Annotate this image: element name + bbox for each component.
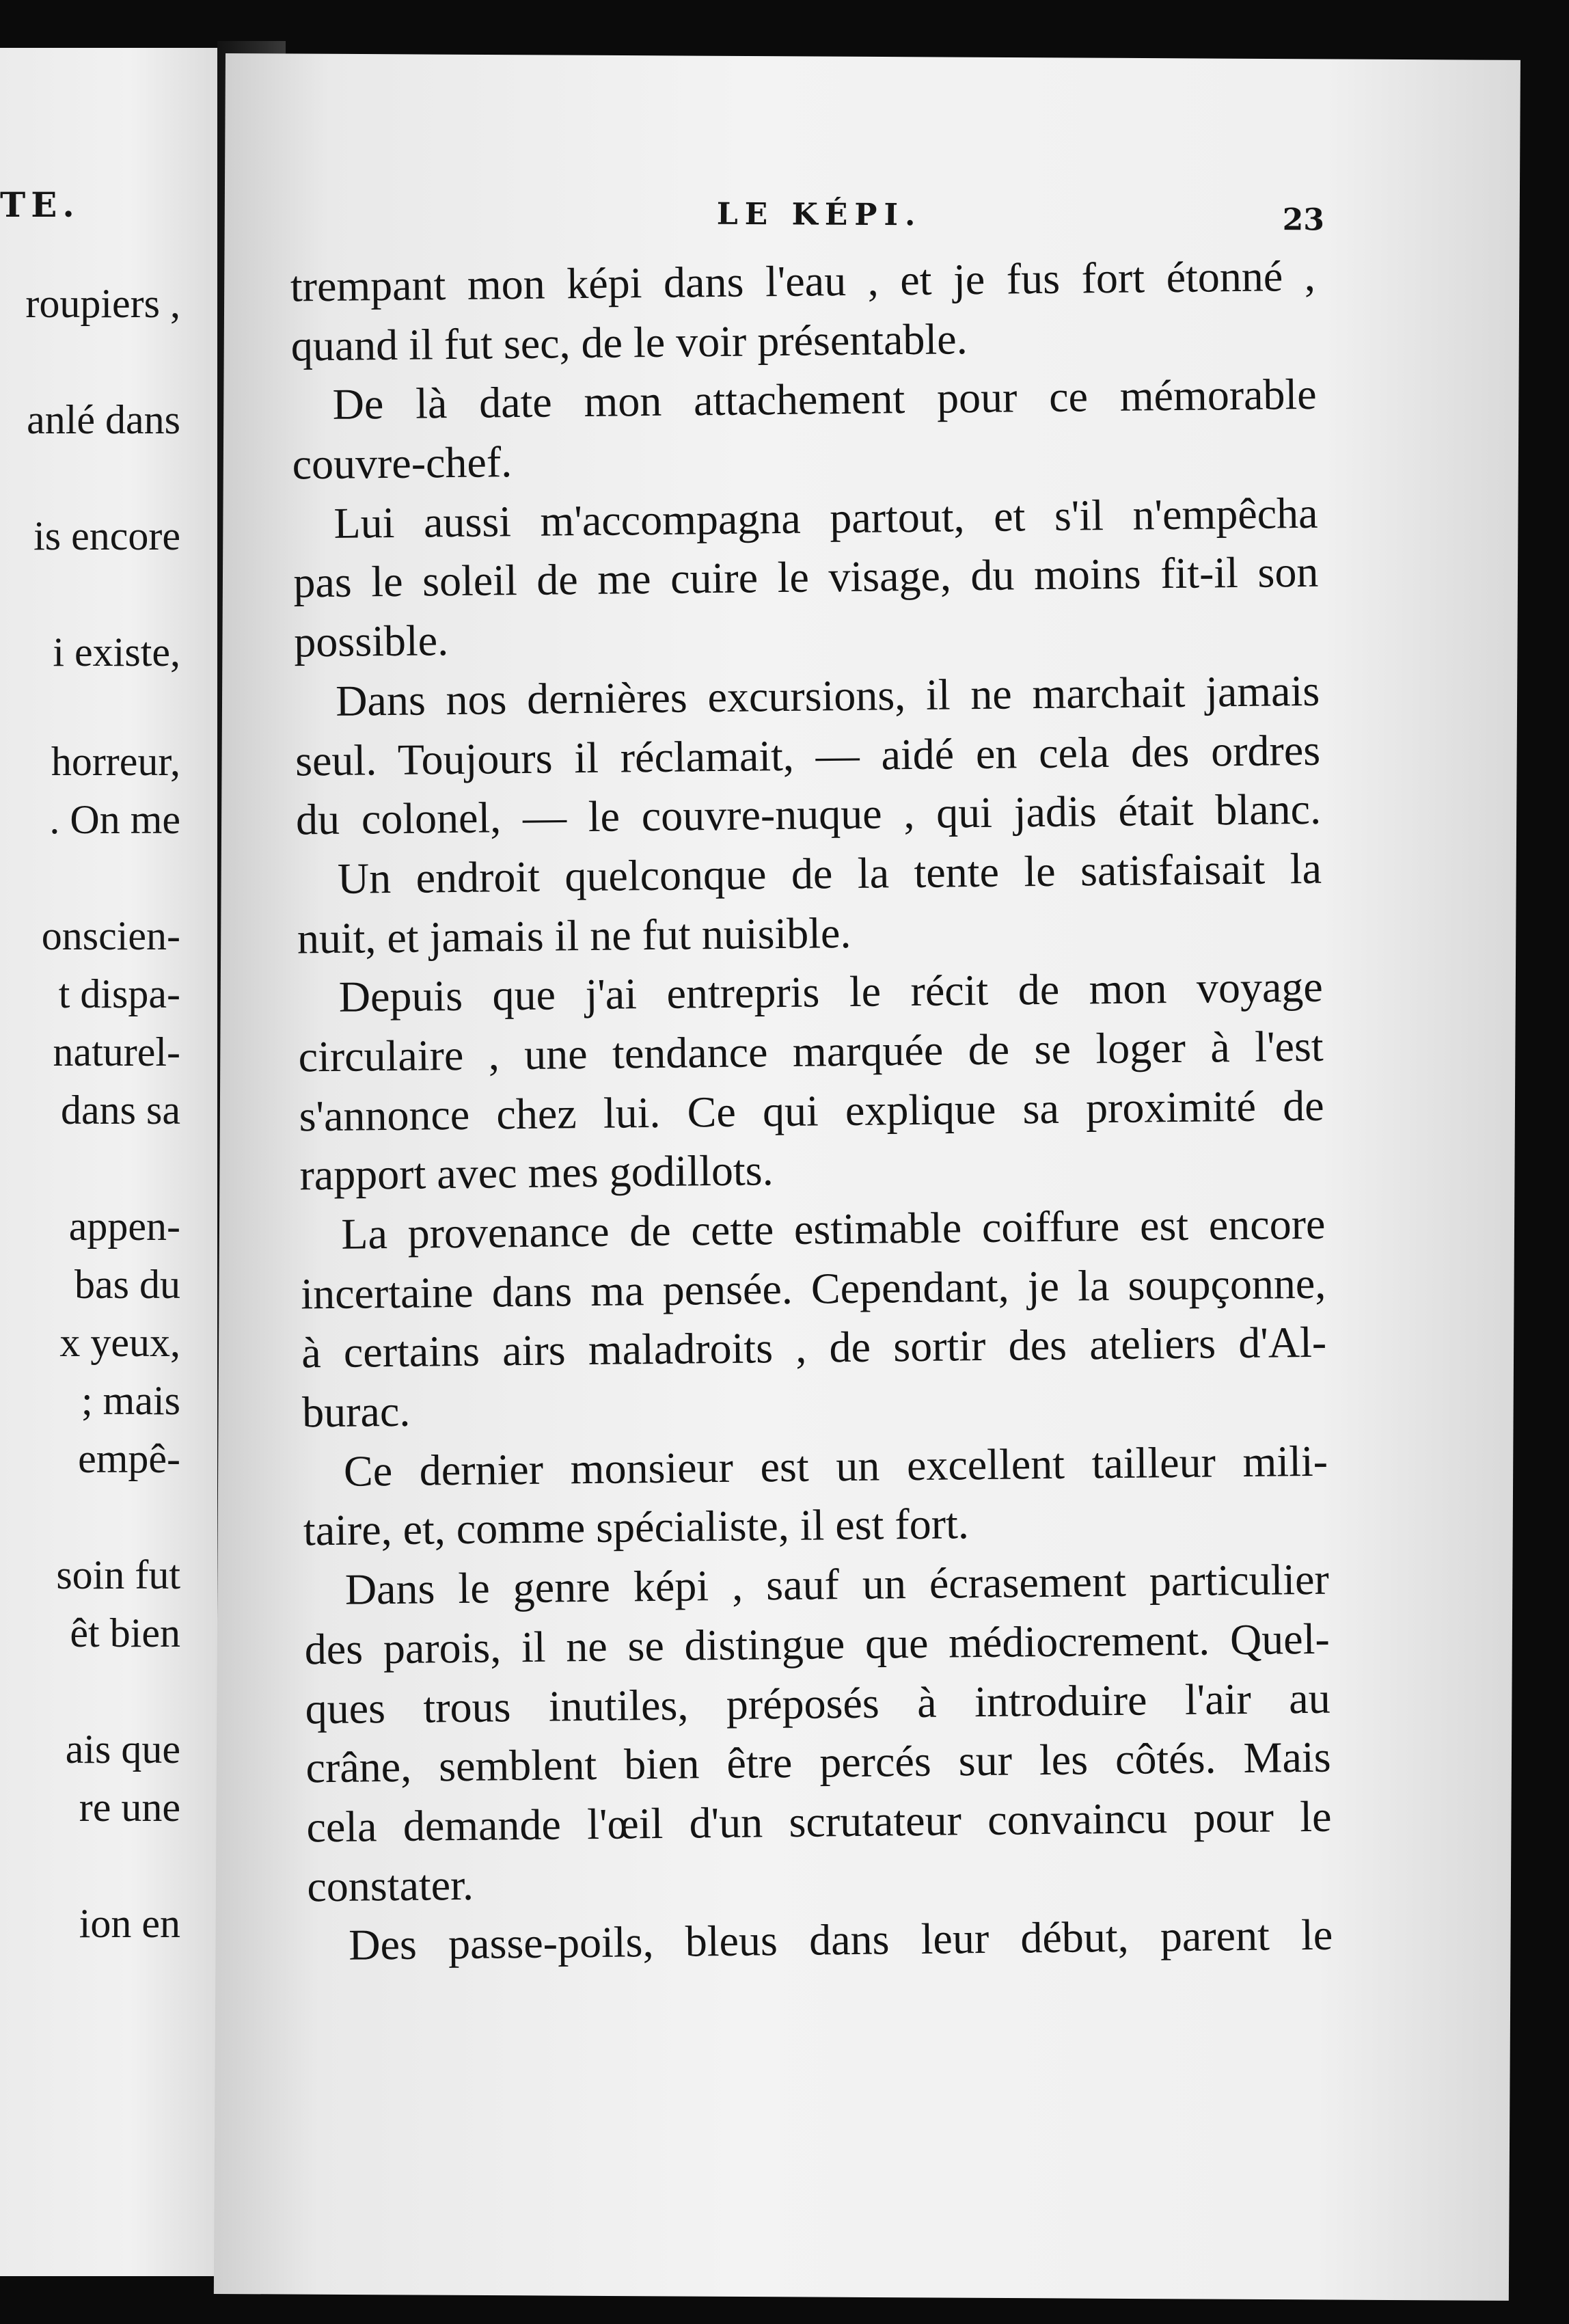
text-line: cela demande l'œil d'un scrutateur convaincu pour le <box>306 1792 1332 1852</box>
previous-page-edge <box>0 48 217 2276</box>
previous-page-line: roupiers , <box>25 281 180 326</box>
running-head: LE KÉPI. <box>716 196 923 233</box>
page <box>214 53 1520 2301</box>
previous-page-line: ; mais <box>81 1378 180 1423</box>
text-line: rapport avec mes godillots. <box>299 1146 774 1200</box>
text-line: couvre-chef. <box>292 437 513 489</box>
page-number: 23 <box>1282 202 1325 238</box>
text-line: pas le soleil de me cuire le visage, du moins fit-il son <box>293 548 1319 607</box>
text-line: constater. <box>307 1860 474 1910</box>
previous-page-line: anlé dans <box>27 397 180 442</box>
text-line: quand il fut sec, de le voir présentable. <box>290 314 968 370</box>
previous-page-line: appen- <box>68 1204 180 1249</box>
previous-page-running-head: TE. <box>0 185 80 225</box>
previous-page-line: ion en <box>79 1901 180 1946</box>
previous-page-line: . On me <box>49 797 180 842</box>
previous-page-line: onscien- <box>41 913 180 958</box>
text-line: du colonel, — le couvre-nuque , qui jadis était blanc. <box>295 784 1322 844</box>
text-line: s'annonce chez lui. Ce qui explique sa proximité de <box>299 1081 1324 1141</box>
text-line: nuit, et jamais il ne fut nuisible. <box>297 908 851 963</box>
previous-page-line: is encore <box>33 513 180 558</box>
text-line: Un endroit quelconque de la tente le satisfaisait la <box>337 843 1322 903</box>
previous-page-line: i existe, <box>53 630 180 675</box>
text-line: taire, et, comme spécialiste, il est fort. <box>303 1499 970 1555</box>
text-line: possible. <box>293 616 449 666</box>
text-line: De là date mon attachement pour ce mémorable <box>332 370 1317 429</box>
text-line: trempant mon képi dans l'eau , et je fus fort étonné , <box>290 251 1316 311</box>
previous-page-line: naturel- <box>53 1029 180 1075</box>
text-line: burac. <box>301 1386 411 1437</box>
text-line: incertaine dans ma pensée. Cependant, je la soupçonne, <box>300 1258 1326 1319</box>
text-line: crâne, semblent bien être percés sur les côtés. Mais <box>305 1732 1331 1792</box>
text-line: des parois, il ne se distingue que médiocrement. Quel- <box>304 1614 1331 1674</box>
previous-page-line: soin fut <box>56 1552 180 1597</box>
text-line: seul. Toujours il réclamait, — aidé en cela des ordres <box>295 725 1321 785</box>
previous-page-line: ais que <box>65 1727 180 1772</box>
text-line: circulaire , une tendance marquée de se loger à l'est <box>298 1021 1324 1081</box>
text-line: Ce dernier monsieur est un excellent tailleur mili- <box>343 1436 1328 1496</box>
previous-page-line: re une <box>79 1785 180 1830</box>
previous-page-line: bas du <box>74 1262 180 1307</box>
text-line: à certains airs maladroits , de sortir des ateliers d'Al- <box>301 1318 1327 1377</box>
text-line: Lui aussi m'accompagna partout, et s'il n'empêcha <box>333 488 1318 548</box>
previous-page-line: êt bien <box>70 1610 180 1656</box>
previous-page-line: empê- <box>78 1436 180 1481</box>
text-line: Dans le genre képi , sauf un écrasement particulier <box>344 1554 1330 1614</box>
text-line: Des passe-poils, bleus dans leur début, parent le <box>348 1910 1333 1969</box>
text-line: La provenance de cette estimable coiffure est encore <box>341 1199 1326 1258</box>
body-text <box>290 247 1333 1976</box>
text-line: Dans nos dernières excursions, il ne marchait jamais <box>335 666 1320 725</box>
previous-page-line: horreur, <box>51 739 180 784</box>
previous-page-line: t dispa- <box>58 971 180 1016</box>
previous-page-line: dans sa <box>61 1087 180 1133</box>
previous-page-line: x yeux, <box>59 1320 180 1365</box>
text-line: Depuis que j'ai entrepris le récit de mon voyage <box>338 962 1324 1022</box>
text-line: ques trous inutiles, préposés à introduire l'air au <box>305 1673 1331 1733</box>
